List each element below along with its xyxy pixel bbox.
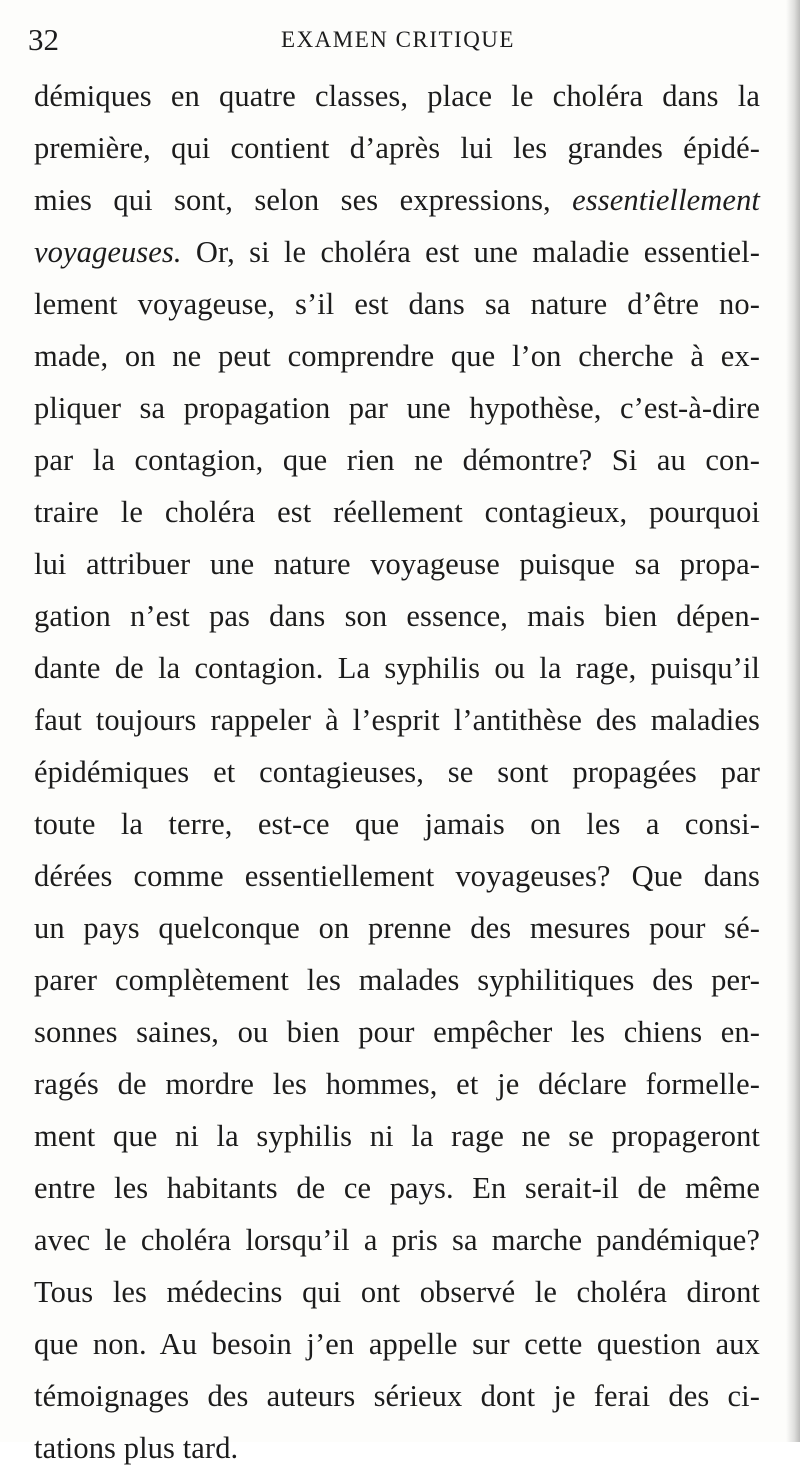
body-text — [34, 70, 760, 1474]
text-line: première, qui contient d’après lui les grandes épidé- — [34, 131, 760, 165]
text-line: par la contagion, que rien ne démontre? Si au con- — [34, 443, 760, 477]
page-number: 32 — [28, 22, 59, 57]
text-line: made, on ne peut comprendre que l’on cherche à ex- — [34, 339, 760, 373]
text-line: témoignages des auteurs sérieux dont je ferai des ci- — [34, 1379, 760, 1413]
italic-term: voyageuses. — [34, 235, 182, 269]
italic-term: essentiellement — [572, 183, 760, 217]
text-line: parer complètement les malades syphilitiques des per- — [34, 963, 760, 997]
text-line: ment que ni la syphilis ni la rage ne se propageront — [34, 1119, 760, 1153]
text-line: traire le choléra est réellement contagieux, pourquoi — [34, 495, 760, 529]
text-line: sonnes saines, ou bien pour empêcher les chiens en- — [34, 1015, 760, 1049]
text-run: mies qui sont, selon ses expressions, — [34, 183, 573, 217]
text-line: toute la terre, est-ce que jamais on les a consi- — [34, 807, 760, 841]
text-line: un pays quelconque on prenne des mesures pour sé- — [34, 911, 760, 945]
text-line: dérées comme essentiellement voyageuses? Que dans — [34, 859, 760, 893]
text-line: que non. Au besoin j’en appelle sur cette question aux — [34, 1327, 760, 1361]
text-line: gation n’est pas dans son essence, mais bien dépen- — [34, 599, 760, 633]
text-line: lement voyageuse, s’il est dans sa nature d’être no- — [34, 287, 760, 321]
page-edge-shadow — [786, 0, 800, 1442]
text-line: ragés de mordre les hommes, et je déclare formelle- — [34, 1067, 760, 1101]
text-line — [34, 226, 760, 278]
text-line: avec le choléra lorsqu’il a pris sa marche pandémique? — [34, 1223, 760, 1257]
text-line: pliquer sa propagation par une hypothèse, c’est-à-dire — [34, 391, 760, 425]
running-head: EXAMEN CRITIQUE — [281, 27, 515, 52]
text-line: tations plus tard. — [34, 1431, 239, 1465]
text-line: épidémiques et contagieuses, se sont propagées par — [34, 755, 760, 789]
text-line: entre les habitants de ce pays. En serait-il de même — [34, 1171, 760, 1205]
text-line: Tous les médecins qui ont observé le choléra diront — [34, 1275, 760, 1309]
text-line: démiques en quatre classes, place le choléra dans la — [34, 79, 760, 113]
text-line: dante de la contagion. La syphilis ou la rage, puisqu’il — [34, 651, 760, 685]
text-line — [34, 174, 760, 226]
page-header — [28, 20, 768, 60]
text-run: Or, si le choléra est une maladie essentiel- — [181, 235, 760, 269]
text-line: faut toujours rappeler à l’esprit l’antithèse des maladies — [34, 703, 760, 737]
text-line: lui attribuer une nature voyageuse puisque sa propa- — [34, 547, 760, 581]
